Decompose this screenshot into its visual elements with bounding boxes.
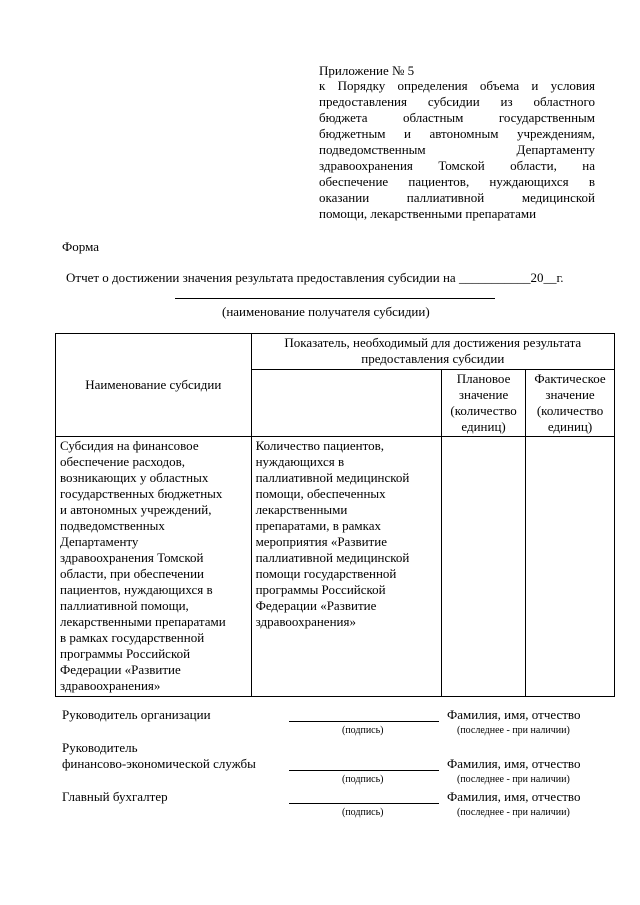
indicator-line: помощи, обеспеченных bbox=[255, 486, 386, 501]
subsidy-line: и автономных учреждений, bbox=[60, 502, 212, 517]
planned-value-cell[interactable] bbox=[442, 437, 526, 697]
appendix-line: к Порядку определения объема и условия bbox=[319, 78, 595, 93]
indicator-line: Количество пациентов, bbox=[255, 438, 385, 453]
subsidy-line: лекарственными препаратами bbox=[60, 614, 226, 629]
recipient-label: (наименование получателя субсидии) bbox=[222, 304, 430, 319]
appendix-line: оказании паллиативной медицинской bbox=[319, 190, 595, 205]
header-planned-value bbox=[442, 370, 526, 437]
head-signature-hint: (подпись) bbox=[342, 725, 384, 736]
subsidy-line: Субсидия на финансовое bbox=[60, 438, 199, 453]
accountant-name-label: Фамилия, имя, отчество bbox=[447, 789, 581, 804]
appendix-line: здравоохранения Томской области, на bbox=[319, 158, 595, 173]
form-label: Форма bbox=[62, 239, 99, 254]
indicator-line: программы Российской bbox=[255, 582, 386, 597]
subsidy-line: подведомственных bbox=[60, 518, 165, 533]
finance-role-label-line1: Руководитель bbox=[62, 740, 138, 755]
head-name-label: Фамилия, имя, отчество bbox=[447, 707, 581, 722]
finance-role-label-line2: финансово-экономической службы bbox=[62, 756, 256, 771]
subsidy-line: Департаменту bbox=[60, 534, 139, 549]
subsidy-line: в рамках государственной bbox=[60, 630, 205, 645]
appendix-line: бюджетным и автономным учреждениям, bbox=[319, 126, 595, 141]
indicator-line: мероприятия «Развитие bbox=[255, 534, 387, 549]
report-title: Отчет о достижении значения результата предоставления субсидии на ___________20__г. bbox=[66, 270, 564, 285]
header-planned-line: Плановое bbox=[456, 371, 511, 386]
subsidy-line: Федерации «Развитие bbox=[60, 662, 181, 677]
appendix-line: предоставления субсидии из областного bbox=[319, 94, 595, 109]
indicator-line: здравоохранения» bbox=[255, 614, 356, 629]
header-indicator bbox=[251, 334, 614, 370]
header-planned-line: значение bbox=[458, 387, 509, 402]
header-actual-value bbox=[526, 370, 615, 437]
indicator-cell bbox=[251, 437, 442, 697]
subsidy-line: паллиативной помощи, bbox=[60, 598, 189, 613]
finance-signature-hint: (подпись) bbox=[342, 774, 384, 785]
appendix-line: бюджета областным государственным bbox=[319, 110, 595, 125]
subsidy-line: программы Российской bbox=[60, 646, 191, 661]
indicator-line: лекарственными bbox=[255, 502, 348, 517]
subsidy-name-cell bbox=[56, 437, 252, 697]
indicator-line: Федерации «Развитие bbox=[255, 598, 377, 613]
appendix-line: подведомственным Департаменту bbox=[319, 142, 595, 157]
appendix-title: Приложение № 5 bbox=[319, 63, 415, 78]
recipient-name-line bbox=[175, 298, 495, 299]
accountant-name-hint: (последнее - при наличии) bbox=[457, 807, 570, 818]
subsidy-line: государственных бюджетных bbox=[60, 486, 223, 501]
indicator-line: препаратами, в рамках bbox=[255, 518, 382, 533]
indicator-line: паллиативной медицинской bbox=[255, 550, 410, 565]
subsidy-line: возникающих у областных bbox=[60, 470, 209, 485]
header-subsidy-name: Наименование субсидии bbox=[56, 334, 252, 437]
table-header-row bbox=[56, 334, 615, 370]
header-indicator-line: предоставления субсидии bbox=[361, 351, 505, 366]
appendix-line: помощи, лекарственными препаратами bbox=[319, 206, 537, 221]
appendix-text bbox=[319, 78, 595, 222]
accountant-role-label: Главный бухгалтер bbox=[62, 789, 168, 804]
header-indicator-name bbox=[251, 370, 442, 437]
header-actual-line: значение bbox=[545, 387, 595, 402]
header-actual-line: (количество bbox=[536, 403, 604, 418]
finance-name-hint: (последнее - при наличии) bbox=[457, 774, 570, 785]
accountant-signature-line[interactable] bbox=[289, 803, 439, 804]
header-indicator-line: Показатель, необходимый для достижения результата bbox=[284, 335, 582, 350]
header-planned-line: (количество bbox=[450, 403, 517, 418]
report-table bbox=[55, 333, 615, 697]
header-actual-line: Фактическое bbox=[534, 371, 606, 386]
subsidy-line: пациентов, нуждающихся в bbox=[60, 582, 213, 597]
subsidy-line: обеспечение расходов, bbox=[60, 454, 185, 469]
indicator-line: помощи государственной bbox=[255, 566, 397, 581]
finance-name-label: Фамилия, имя, отчество bbox=[447, 756, 581, 771]
subsidy-line: здравоохранения» bbox=[60, 678, 161, 693]
header-planned-line: единиц) bbox=[461, 419, 506, 434]
subsidy-line: области, при обеспечении bbox=[60, 566, 205, 581]
indicator-line: нуждающихся в bbox=[255, 454, 345, 469]
accountant-signature-hint: (подпись) bbox=[342, 807, 384, 818]
finance-signature-line[interactable] bbox=[289, 770, 439, 771]
actual-value-cell[interactable] bbox=[526, 437, 615, 697]
subsidy-line: здравоохранения Томской bbox=[60, 550, 204, 565]
indicator-line: паллиативной медицинской bbox=[255, 470, 410, 485]
header-actual-line: единиц) bbox=[547, 419, 593, 434]
table-row bbox=[56, 437, 615, 697]
head-role-label: Руководитель организации bbox=[62, 707, 211, 722]
appendix-line: обеспечение пациентов, нуждающихся в bbox=[319, 174, 595, 189]
head-name-hint: (последнее - при наличии) bbox=[457, 725, 570, 736]
head-signature-line[interactable] bbox=[289, 721, 439, 722]
